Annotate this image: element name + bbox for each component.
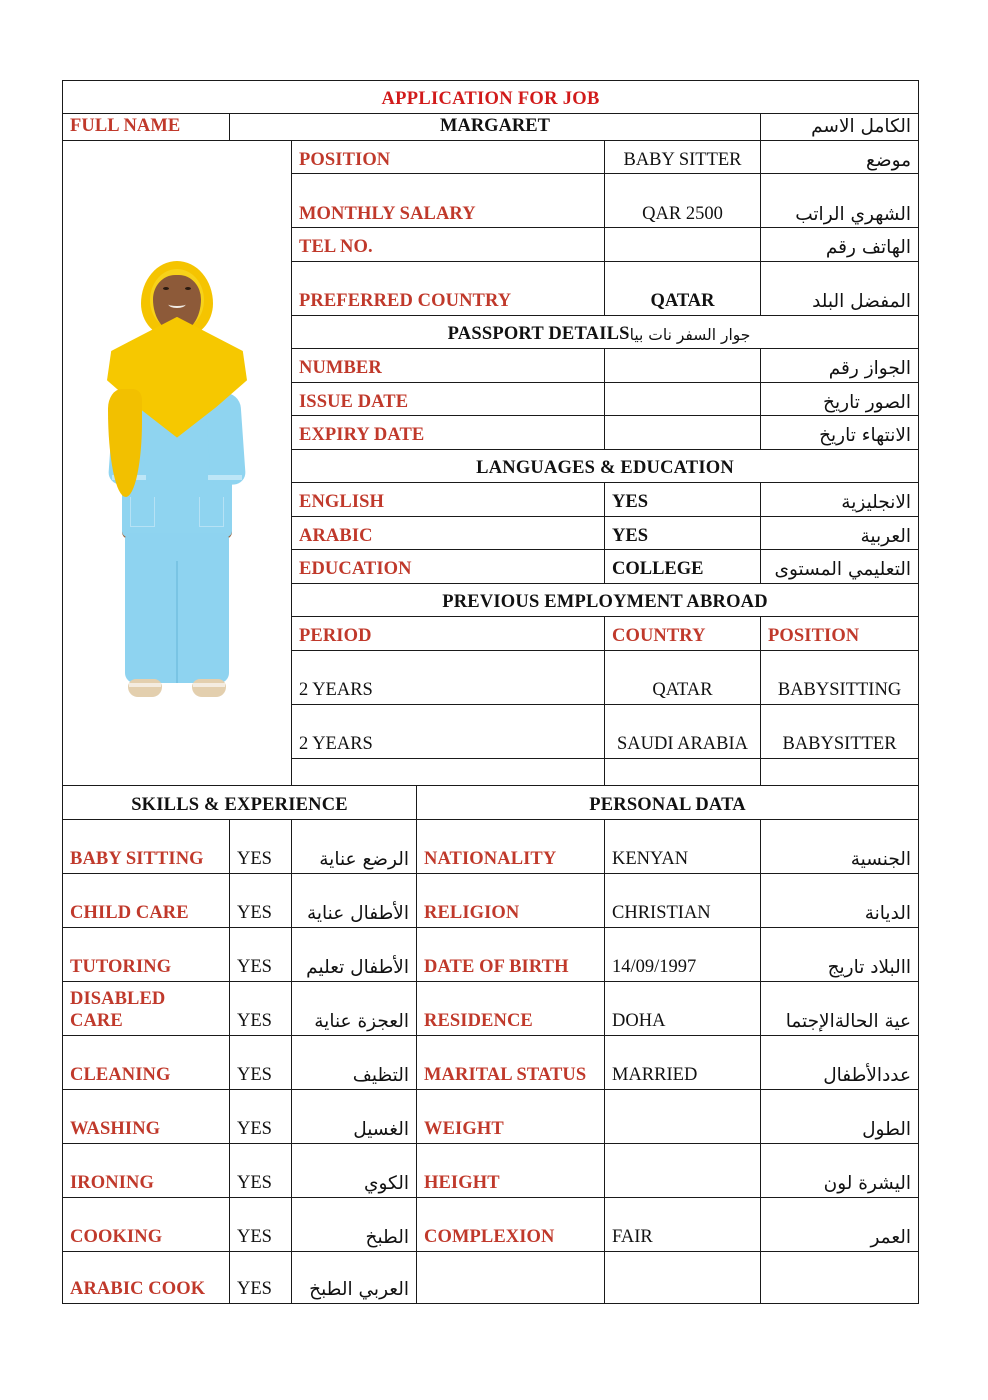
table-row-data-1 bbox=[63, 819, 919, 873]
education-arabic: التعليمي المستوى bbox=[761, 550, 919, 584]
skill-label-1: BABY SITTING bbox=[63, 819, 230, 873]
expiry-date-value bbox=[605, 416, 761, 450]
full-name-value: MARGARET bbox=[230, 114, 761, 141]
employment-1-position: BABYSITTING bbox=[761, 650, 919, 704]
skill-arabic-1: الرضع عناية bbox=[292, 819, 417, 873]
personal-label-2: RELIGION bbox=[417, 873, 605, 927]
employment-2-period: 2 YEARS bbox=[292, 704, 605, 758]
personal-value-8: FAIR bbox=[605, 1197, 761, 1251]
table-row-title bbox=[63, 81, 919, 114]
tel-no-value bbox=[605, 228, 761, 262]
skill-value-8: YES bbox=[230, 1197, 292, 1251]
position-arabic: موضع bbox=[761, 140, 919, 174]
skill-arabic-3: الأطفال تعليم bbox=[292, 927, 417, 981]
application-form-table bbox=[62, 80, 919, 1304]
personal-value-7 bbox=[605, 1143, 761, 1197]
personal-arabic-5: عددالأطفال bbox=[761, 1035, 919, 1089]
skill-label-3: TUTORING bbox=[63, 927, 230, 981]
table-row-section-headers bbox=[63, 785, 919, 819]
skill-arabic-6: الغسيل bbox=[292, 1089, 417, 1143]
table-row-full-name bbox=[63, 114, 919, 141]
skill-value-1: YES bbox=[230, 819, 292, 873]
skill-value-6: YES bbox=[230, 1089, 292, 1143]
skill-label-4: DISABLED CARE bbox=[63, 981, 230, 1035]
skill-label-7: IRONING bbox=[63, 1143, 230, 1197]
personal-arabic-7: اليشرة لون bbox=[761, 1143, 919, 1197]
employment-2-country: SAUDI ARABIA bbox=[605, 704, 761, 758]
personal-label-7: HEIGHT bbox=[417, 1143, 605, 1197]
personal-arabic-1: الجنسية bbox=[761, 819, 919, 873]
passport-section-title-ar: جوار السفر نات بيا bbox=[629, 325, 751, 344]
skills-section-title: SKILLS & EXPERIENCE bbox=[63, 785, 417, 819]
monthly-salary-label: MONTHLY SALARY bbox=[292, 174, 605, 228]
skill-value-5: YES bbox=[230, 1035, 292, 1089]
sandal-left bbox=[128, 679, 162, 697]
pocket-left bbox=[130, 497, 155, 527]
pants-seam bbox=[176, 561, 178, 683]
personal-value-1: KENYAN bbox=[605, 819, 761, 873]
personal-label-6: WEIGHT bbox=[417, 1089, 605, 1143]
employment-3-country bbox=[605, 758, 761, 785]
cuff-right bbox=[208, 475, 242, 480]
personal-arabic-3: االبلاد تاريج bbox=[761, 927, 919, 981]
education-label: EDUCATION bbox=[292, 550, 605, 584]
skill-label-9: ARABIC COOK bbox=[63, 1251, 230, 1303]
table-row-data-5 bbox=[63, 1035, 919, 1089]
table-row-data-7 bbox=[63, 1143, 919, 1197]
personal-arabic-9 bbox=[761, 1251, 919, 1303]
skill-value-9: YES bbox=[230, 1251, 292, 1303]
skill-arabic-4: العجزة عناية bbox=[292, 981, 417, 1035]
employment-3-position bbox=[761, 758, 919, 785]
english-label: ENGLISH bbox=[292, 483, 605, 517]
passport-section-title bbox=[292, 316, 919, 349]
skill-arabic-7: الكوي bbox=[292, 1143, 417, 1197]
employment-1-country: QATAR bbox=[605, 650, 761, 704]
full-name-arabic: الكامل الاسم bbox=[761, 114, 919, 141]
passport-number-label: NUMBER bbox=[292, 349, 605, 383]
skill-label-6: WASHING bbox=[63, 1089, 230, 1143]
applicant-photo bbox=[63, 140, 292, 785]
employment-2-position: BABYSITTER bbox=[761, 704, 919, 758]
skill-value-7: YES bbox=[230, 1143, 292, 1197]
preferred-country-value: QATAR bbox=[605, 262, 761, 316]
skill-value-4: YES bbox=[230, 981, 292, 1035]
personal-label-1: NATIONALITY bbox=[417, 819, 605, 873]
personal-arabic-8: العمر bbox=[761, 1197, 919, 1251]
page-title: APPLICATION FOR JOB bbox=[63, 81, 919, 114]
personal-data-section-title: PERSONAL DATA bbox=[417, 785, 919, 819]
personal-label-4: RESIDENCE bbox=[417, 981, 605, 1035]
skill-value-3: YES bbox=[230, 927, 292, 981]
personal-value-6 bbox=[605, 1089, 761, 1143]
full-name-label: FULL NAME bbox=[63, 114, 230, 141]
table-row-data-9 bbox=[63, 1251, 919, 1303]
skill-arabic-9: العربي الطبخ bbox=[292, 1251, 417, 1303]
skill-label-8: COOKING bbox=[63, 1197, 230, 1251]
preferred-country-label: PREFERRED COUNTRY bbox=[292, 262, 605, 316]
sandal-right bbox=[192, 679, 226, 697]
languages-section-title: LANGUAGES & EDUCATION bbox=[292, 450, 919, 483]
table-row-data-6 bbox=[63, 1089, 919, 1143]
personal-value-9 bbox=[605, 1251, 761, 1303]
english-value: YES bbox=[605, 483, 761, 517]
employment-3-period bbox=[292, 758, 605, 785]
personal-value-2: CHRISTIAN bbox=[605, 873, 761, 927]
table-row-data-2 bbox=[63, 873, 919, 927]
eye-right bbox=[185, 287, 191, 290]
employment-header-position: POSITION bbox=[761, 617, 919, 651]
pocket-right bbox=[199, 497, 224, 527]
table-row-data-3 bbox=[63, 927, 919, 981]
eye-left bbox=[163, 287, 169, 290]
education-value: COLLEGE bbox=[605, 550, 761, 584]
issue-date-label: ISSUE DATE bbox=[292, 382, 605, 416]
monthly-salary-arabic: الشهري الراتب bbox=[761, 174, 919, 228]
expiry-date-arabic: الانتهاء تاريخ bbox=[761, 416, 919, 450]
skill-label-5: CLEANING bbox=[63, 1035, 230, 1089]
personal-arabic-2: الديانة bbox=[761, 873, 919, 927]
passport-number-arabic: الجواز رقم bbox=[761, 349, 919, 383]
employment-section-title: PREVIOUS EMPLOYMENT ABROAD bbox=[292, 584, 919, 617]
personal-label-5: MARITAL STATUS bbox=[417, 1035, 605, 1089]
personal-value-5: MARRIED bbox=[605, 1035, 761, 1089]
personal-arabic-4: عية الحالةالإجتما bbox=[761, 981, 919, 1035]
table-row-data-4 bbox=[63, 981, 919, 1035]
personal-label-9 bbox=[417, 1251, 605, 1303]
skill-value-2: YES bbox=[230, 873, 292, 927]
employment-header-country: COUNTRY bbox=[605, 617, 761, 651]
english-arabic: الانجليزية bbox=[761, 483, 919, 517]
passport-number-value bbox=[605, 349, 761, 383]
smile bbox=[169, 301, 186, 308]
personal-value-3: 14/09/1997 bbox=[605, 927, 761, 981]
expiry-date-label: EXPIRY DATE bbox=[292, 416, 605, 450]
personal-label-8: COMPLEXION bbox=[417, 1197, 605, 1251]
issue-date-arabic: الصور تاريخ bbox=[761, 382, 919, 416]
passport-section-title-en: PASSPORT DETAILS bbox=[447, 324, 630, 345]
photo-frame bbox=[70, 143, 284, 783]
preferred-country-arabic: المفضل البلد bbox=[761, 262, 919, 316]
table-row-data-8 bbox=[63, 1197, 919, 1251]
skill-arabic-5: التظيف bbox=[292, 1035, 417, 1089]
monthly-salary-value: QAR 2500 bbox=[605, 174, 761, 228]
employment-1-period: 2 YEARS bbox=[292, 650, 605, 704]
employment-header-period: PERIOD bbox=[292, 617, 605, 651]
issue-date-value bbox=[605, 382, 761, 416]
personal-label-3: DATE OF BIRTH bbox=[417, 927, 605, 981]
personal-value-4: DOHA bbox=[605, 981, 761, 1035]
sandal-strap-left bbox=[129, 683, 161, 687]
position-label: POSITION bbox=[292, 140, 605, 174]
arabic-value: YES bbox=[605, 516, 761, 550]
skill-arabic-8: الطبخ bbox=[292, 1197, 417, 1251]
skill-label-2: CHILD CARE bbox=[63, 873, 230, 927]
personal-arabic-6: الطول bbox=[761, 1089, 919, 1143]
table-row-position bbox=[63, 140, 919, 174]
tel-no-arabic: الهاتف رقم bbox=[761, 228, 919, 262]
skill-arabic-2: الأطفال عناية bbox=[292, 873, 417, 927]
person-figure-icon bbox=[102, 261, 252, 701]
position-value: BABY SITTER bbox=[605, 140, 761, 174]
arabic-label: ARABIC bbox=[292, 516, 605, 550]
arabic-arabic: العربية bbox=[761, 516, 919, 550]
tel-no-label: TEL NO. bbox=[292, 228, 605, 262]
sandal-strap-right bbox=[193, 683, 225, 687]
